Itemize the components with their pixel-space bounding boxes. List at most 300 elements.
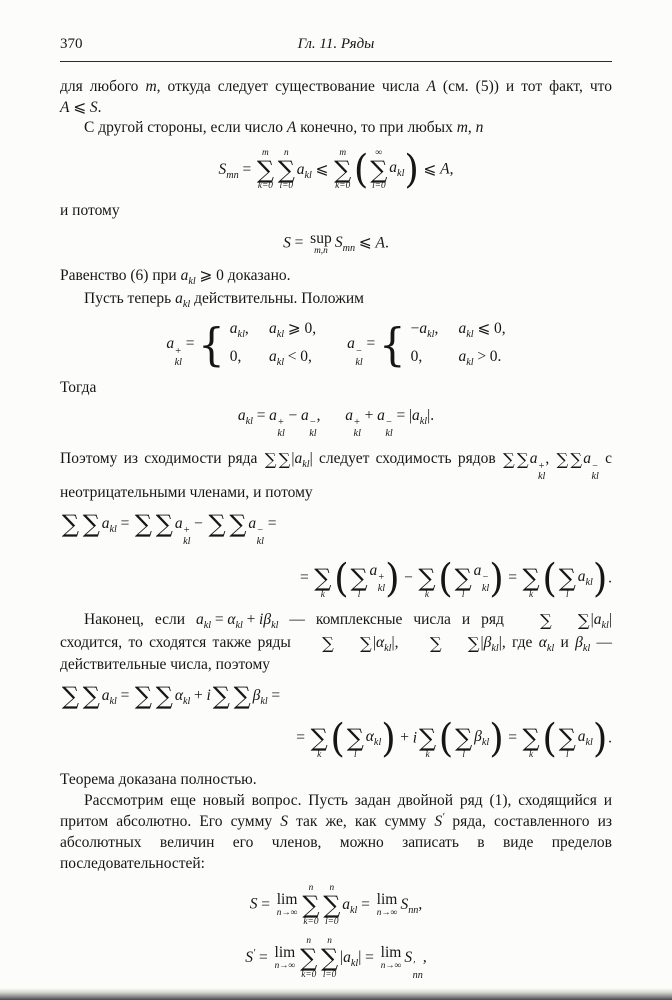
subscript: nn bbox=[412, 970, 423, 982]
subscript: kl bbox=[591, 471, 599, 483]
sigma-symbol: ∑ bbox=[82, 681, 100, 710]
math-var: $\beta_{kl}$ bbox=[575, 633, 591, 654]
math-var: $a_{kl}$ bbox=[389, 159, 405, 180]
math-var: $\alpha_{kl}$ bbox=[174, 686, 191, 707]
paragraph-nakonec: Наконец, если $a_{kl} = \alpha_{kl} + i\beta_{kl}$ — комплексные числа и ряд ∑ ∑ $|a_{kl}|$ сходится, то сходятся также ряды ∑ ∑ $|\alpha_{kl}|$, ∑ ∑ $|\beta_{kl}|$, где $\alpha_{kl}$ и $\beta_{kl}$ — действительные числа, поэтому bbox=[60, 610, 613, 674]
sup-sub-stack bbox=[257, 526, 264, 547]
sum-limit: l bbox=[461, 590, 465, 601]
sigma-symbol: ∑ bbox=[503, 450, 515, 470]
math-var: $a_{kl}$ bbox=[268, 320, 285, 341]
cases-cell: $a_{kl} > 0$. bbox=[458, 347, 502, 368]
math-var: S′ bbox=[245, 947, 256, 967]
math-var: $a_{kl}$ bbox=[577, 728, 593, 749]
math-var: $\alpha_{kl}$ bbox=[375, 633, 392, 654]
sum-operator bbox=[302, 883, 319, 927]
sigma-symbol: ∑ bbox=[570, 450, 583, 470]
sup-sub-stack bbox=[482, 573, 489, 594]
math-operator: = bbox=[296, 729, 306, 747]
subscript: kl bbox=[277, 428, 285, 440]
math-token: kl bbox=[276, 356, 285, 368]
math-operator: + bbox=[364, 406, 374, 424]
subscript: kl bbox=[183, 535, 191, 547]
paragraph-rassmotrim: Рассмотрим еще новый вопрос. Пусть задан двойной ряд (1), сходящийся и притом абсолютно. Его сумму S так же, как сумму S′ ряда, составленного из абсолютных величин его членов, можно записать в виде пределов последовательностей: bbox=[60, 791, 613, 872]
paragraph-i-potomu: и потому bbox=[60, 202, 120, 220]
math-var: a − kl bbox=[583, 449, 599, 483]
math-operator: > bbox=[477, 347, 487, 365]
math-operator: = bbox=[396, 406, 406, 424]
math-token: kl bbox=[466, 356, 474, 368]
math-var: $a_{kl}$ bbox=[229, 320, 245, 341]
math-token: kl bbox=[585, 737, 593, 749]
sigma-symbol: ∑ bbox=[233, 681, 251, 710]
math-symbol: | bbox=[427, 406, 431, 424]
sigma-symbol: ∑ bbox=[82, 509, 100, 538]
sum-limit: n bbox=[329, 883, 335, 894]
sum-operator bbox=[419, 717, 436, 761]
math-var: a − kl bbox=[347, 335, 363, 368]
formula-decomposition: $a_{kl} = a$ + kl − a − kl , a + kl + a − kl = $|a_{kl}|$. bbox=[237, 406, 435, 440]
sum-operator bbox=[516, 613, 552, 629]
paren-group bbox=[542, 714, 608, 762]
sigma-symbol: ∑ bbox=[323, 890, 341, 919]
math-var: a − kl bbox=[248, 514, 264, 547]
math-operator: = bbox=[256, 406, 266, 424]
math-symbol: 0 bbox=[494, 320, 502, 338]
math-operator: = bbox=[120, 686, 130, 704]
paren-group bbox=[334, 554, 400, 602]
sum-limit: k=0 bbox=[335, 181, 351, 192]
sigma-symbol: ∑ bbox=[577, 611, 590, 631]
paragraph-pust-teper: Пусть теперь $a_{kl}$ действительны. Положим bbox=[84, 289, 364, 310]
sum-limit: k bbox=[424, 590, 430, 601]
big-paren-icon: ) bbox=[592, 554, 608, 602]
operator-name: lim bbox=[380, 944, 402, 962]
math-var: a + kl bbox=[166, 335, 182, 368]
page-header bbox=[60, 36, 612, 57]
sum-operator bbox=[298, 633, 334, 653]
math-var: S bbox=[249, 895, 258, 913]
math-token: kl bbox=[304, 169, 312, 181]
sum-operator bbox=[212, 681, 230, 710]
big-paren-icon: ( bbox=[542, 554, 557, 602]
sup-sub-stack bbox=[378, 573, 385, 594]
math-var: a + kl bbox=[269, 406, 285, 440]
sum-operator bbox=[323, 883, 340, 927]
cases-cell: $a_{kl}$ ⩽ 0, bbox=[458, 320, 506, 341]
sum-operator bbox=[314, 557, 331, 601]
superscript: − bbox=[481, 572, 489, 584]
math-token: kl bbox=[302, 458, 310, 470]
math-var: S bbox=[283, 234, 291, 252]
operator-name: lim bbox=[376, 891, 398, 909]
sum-operator bbox=[406, 633, 442, 653]
sum-operator bbox=[503, 452, 515, 468]
cases-grid bbox=[230, 320, 316, 369]
sigma-symbol: ∑ bbox=[346, 724, 364, 753]
math-token: kl bbox=[350, 958, 359, 970]
sum-limit: n→∞ bbox=[274, 960, 296, 971]
sigma-symbol: ∑ bbox=[454, 564, 472, 593]
sum-limit: l=0 bbox=[322, 969, 337, 980]
big-paren-icon: ( bbox=[334, 554, 349, 602]
sum-operator bbox=[350, 557, 367, 601]
math-symbol: 0 bbox=[304, 320, 313, 338]
math-symbol: | bbox=[291, 449, 295, 467]
math-symbol: | bbox=[309, 449, 313, 467]
sum-operator bbox=[523, 717, 540, 761]
math-var: A bbox=[375, 234, 385, 252]
sigma-symbol: ∑ bbox=[155, 681, 173, 710]
paren-group bbox=[353, 145, 419, 193]
math-var: $a_{kl}$ bbox=[412, 406, 428, 427]
math-operator: ⩾ bbox=[199, 266, 213, 284]
math-var: a + kl bbox=[174, 514, 191, 547]
math-var: S′ bbox=[434, 812, 445, 831]
math-token: ′ bbox=[252, 947, 256, 959]
superscript: − bbox=[591, 460, 599, 472]
math-token: kl bbox=[384, 642, 392, 654]
cases-cell: $a_{kl}$, bbox=[229, 320, 249, 341]
subscript: kl bbox=[385, 428, 393, 440]
sum-operator bbox=[277, 892, 298, 918]
math-symbol: | bbox=[590, 610, 594, 628]
subscript: kl bbox=[174, 356, 182, 368]
sup-sub-stack bbox=[385, 418, 392, 439]
math-token: kl bbox=[271, 619, 279, 631]
sum-operator bbox=[275, 945, 296, 971]
math-symbol: 0 bbox=[410, 347, 419, 365]
sum-operator bbox=[61, 681, 80, 710]
sup-sub-stack bbox=[277, 418, 284, 439]
superscript: − bbox=[256, 525, 264, 537]
math-var: A bbox=[440, 160, 450, 178]
paragraph-continuation: для любого m, откуда следует существование числа A (см. (5)) и тот факт, что A ⩽ S. bbox=[60, 78, 612, 116]
math-var: $a_{kl}$ bbox=[419, 320, 435, 341]
big-paren-icon: ) bbox=[489, 714, 504, 762]
sum-operator bbox=[455, 717, 472, 761]
math-token: kl bbox=[182, 298, 191, 310]
sigma-symbol: ∑ bbox=[155, 509, 173, 538]
math-operator: = bbox=[261, 895, 270, 913]
big-paren-icon: ( bbox=[438, 554, 453, 602]
math-symbol: | bbox=[608, 610, 612, 628]
sum-operator bbox=[82, 681, 100, 710]
sum-operator bbox=[134, 681, 153, 710]
math-symbol: − bbox=[410, 320, 420, 338]
sum-operator bbox=[278, 148, 295, 192]
math-var: A bbox=[60, 98, 70, 116]
math-var: $a_{kl}$ bbox=[180, 266, 196, 287]
math-var: $S_{mn}$ bbox=[218, 160, 239, 181]
sum-operator bbox=[82, 509, 100, 538]
math-symbol: | bbox=[480, 633, 484, 651]
sup-sub-stack bbox=[413, 961, 423, 982]
math-operator: ⩽ bbox=[423, 160, 437, 178]
math-token: kl bbox=[109, 523, 117, 535]
sum-operator bbox=[229, 509, 247, 538]
sup-sub-stack bbox=[538, 462, 545, 483]
math-token: kl bbox=[350, 904, 358, 916]
math-var: $a_{kl}$ bbox=[458, 320, 474, 341]
math-token: mn bbox=[342, 243, 356, 255]
math-symbol: | bbox=[408, 406, 413, 424]
sum-limit: l=0 bbox=[279, 181, 294, 192]
superscript: + bbox=[377, 572, 385, 584]
sigma-symbol: ∑ bbox=[302, 890, 320, 919]
formula-sup-bound: S = sup m,n $S_{mn}$ ⩽ A. bbox=[283, 229, 389, 257]
sigma-symbol: ∑ bbox=[467, 633, 480, 653]
math-var: $\alpha_{kl}$ bbox=[365, 728, 382, 749]
math-token: kl bbox=[601, 619, 609, 631]
math-operator: − bbox=[404, 569, 413, 587]
big-paren-icon: ) bbox=[404, 145, 419, 193]
sigma-symbol: ∑ bbox=[418, 564, 436, 593]
sigma-symbol: ∑ bbox=[321, 944, 339, 973]
math-var: $a_{kl}$ bbox=[577, 568, 593, 589]
subscript: kl bbox=[481, 583, 490, 595]
sigma-symbol: ∑ bbox=[522, 564, 540, 593]
cases-group bbox=[378, 317, 506, 371]
sum-operator bbox=[418, 557, 435, 601]
sum-operator bbox=[279, 452, 291, 468]
sum-limit: l bbox=[462, 750, 465, 761]
sum-operator bbox=[300, 936, 317, 980]
math-token: ′ bbox=[442, 812, 445, 824]
sigma-symbol: ∑ bbox=[212, 681, 230, 710]
math-var: $\beta_{kl}$ bbox=[474, 728, 490, 749]
math-operator: = bbox=[508, 569, 517, 587]
sigma-symbol: ∑ bbox=[522, 724, 540, 753]
sum-operator bbox=[321, 936, 338, 980]
math-token: kl bbox=[237, 329, 245, 341]
math-token: kl bbox=[491, 642, 499, 654]
sum-operator bbox=[554, 613, 590, 629]
superscript: ′ bbox=[412, 959, 415, 971]
sum-limit: n bbox=[308, 883, 314, 894]
paragraph-teorema: Теорема доказана полностью. bbox=[60, 770, 257, 788]
sum-limit: k=0 bbox=[303, 916, 319, 927]
math-var: $a_{kl}$ bbox=[342, 895, 358, 916]
big-paren-icon: ( bbox=[438, 714, 454, 762]
math-operator: + bbox=[246, 610, 256, 628]
math-var: a − kl bbox=[473, 561, 490, 595]
sum-limit: l bbox=[357, 590, 361, 601]
math-symbol: | bbox=[358, 949, 362, 967]
math-var: $i\beta_{kl}$ bbox=[259, 610, 279, 631]
superscript: − bbox=[355, 345, 363, 357]
paragraph-ravenstvo: Равенство (6) при $a_{kl}$ ⩾ 0 доказано. bbox=[60, 266, 291, 287]
sum-operator bbox=[517, 452, 529, 468]
sigma-symbol: ∑ bbox=[558, 724, 576, 753]
cases-cell: $a_{kl} < 0$, bbox=[268, 347, 312, 368]
cases-grid bbox=[411, 320, 506, 369]
sup-sub-stack bbox=[183, 526, 190, 547]
sum-limit: n→∞ bbox=[376, 907, 398, 918]
math-var: a − kl bbox=[300, 406, 317, 440]
math-var: $a_{kl}$ bbox=[593, 610, 609, 631]
math-operator: = bbox=[242, 160, 252, 178]
sum-limit: m,n bbox=[314, 246, 328, 257]
math-operator: = bbox=[508, 729, 517, 747]
sum-operator bbox=[334, 148, 351, 192]
sum-limit: k bbox=[425, 750, 430, 761]
math-symbol: 0 bbox=[229, 347, 238, 365]
operator-name: lim bbox=[276, 891, 298, 909]
math-symbol: | bbox=[391, 633, 395, 651]
math-var: $a_{kl}$ bbox=[268, 347, 285, 368]
cases-cell: $-a_{kl}$, bbox=[410, 320, 439, 341]
formula-piecewise-definition bbox=[60, 317, 612, 371]
sigma-symbol: ∑ bbox=[370, 155, 388, 184]
formula-real-split-line2: = ∑ k ( ∑ l a + kl ) − ∑ k ( ∑ l a − kl ) = ∑ k ( ∑ l $a_{kl}$ ) . bbox=[299, 554, 612, 602]
sum-limit: k=0 bbox=[301, 969, 317, 980]
math-var: n bbox=[475, 119, 484, 137]
big-paren-icon: ) bbox=[489, 554, 504, 602]
superscript: − bbox=[385, 417, 393, 429]
sum-operator bbox=[370, 148, 387, 192]
subscript: kl bbox=[355, 356, 363, 368]
sum-operator bbox=[310, 231, 332, 257]
math-var: a − kl bbox=[377, 406, 393, 440]
math-operator: ⩾ bbox=[287, 320, 301, 338]
math-token: mn bbox=[226, 169, 239, 181]
math-var: $a_{kl}$ bbox=[296, 160, 312, 181]
formula-real-split-line1 bbox=[60, 509, 612, 548]
subscript: kl bbox=[353, 428, 361, 440]
sum-operator bbox=[208, 509, 226, 538]
math-token: kl bbox=[276, 329, 285, 341]
big-paren-icon: ) bbox=[381, 714, 396, 762]
math-token: kl bbox=[109, 695, 117, 707]
sigma-symbol: ∑ bbox=[278, 450, 291, 470]
big-paren-icon: ) bbox=[385, 554, 400, 602]
sigma-symbol: ∑ bbox=[134, 509, 153, 538]
math-var: $\beta_{kl}$ bbox=[483, 633, 499, 654]
math-var: $a_{kl}$ bbox=[343, 949, 359, 970]
paren-group bbox=[438, 714, 504, 762]
sum-operator bbox=[61, 509, 80, 538]
math-var: a + kl bbox=[345, 406, 361, 440]
math-var: S ′ nn bbox=[404, 949, 423, 982]
sum-limit: n→∞ bbox=[276, 907, 298, 918]
math-operator: = bbox=[366, 335, 376, 353]
math-token: kl bbox=[245, 415, 253, 427]
math-token: kl bbox=[188, 275, 196, 287]
math-symbol: 0 bbox=[300, 347, 308, 365]
math-var: $a_{kl}$ bbox=[101, 686, 117, 707]
math-var: i bbox=[412, 729, 418, 747]
math-operator: = bbox=[267, 514, 277, 532]
sum-operator bbox=[523, 557, 540, 601]
sum-limit: l bbox=[565, 590, 569, 601]
superscript: + bbox=[277, 417, 285, 429]
formula-limit-s-prime: S′ = lim n→∞ n ∑ k=0 n ∑ l=0 $|a_{kl}|$ = lim n→∞ S ′ nn , bbox=[245, 936, 427, 982]
page-number: 370 bbox=[60, 36, 83, 52]
paren-group bbox=[330, 714, 396, 762]
running-title: Гл. 11. Ряды bbox=[297, 36, 375, 52]
math-var: a + kl bbox=[529, 449, 546, 483]
math-operator: = bbox=[120, 514, 130, 532]
sigma-symbol: ∑ bbox=[314, 564, 332, 593]
math-token: kl bbox=[427, 329, 435, 341]
sum-operator bbox=[336, 633, 372, 653]
sigma-symbol: ∑ bbox=[360, 633, 372, 653]
operator-name: sup bbox=[310, 229, 332, 247]
cases-cell: 0, bbox=[229, 347, 242, 365]
math-token: kl bbox=[260, 695, 268, 707]
math-token: kl bbox=[481, 737, 490, 749]
math-var: A bbox=[286, 119, 297, 137]
big-paren-icon: ( bbox=[542, 714, 557, 762]
sum-operator bbox=[347, 717, 364, 761]
sigma-symbol: ∑ bbox=[208, 509, 226, 538]
sigma-symbol: ∑ bbox=[418, 724, 437, 753]
math-token: kl bbox=[546, 642, 555, 654]
math-var: $a_{kl}$ bbox=[101, 514, 117, 535]
math-operator: ⩽ bbox=[73, 98, 87, 116]
math-var: $a_{kl}$ bbox=[237, 406, 253, 427]
sum-limit: k bbox=[529, 590, 534, 601]
sum-operator bbox=[377, 892, 398, 918]
operator-name: lim bbox=[274, 944, 296, 962]
sigma-symbol: ∑ bbox=[61, 509, 80, 538]
math-var: m bbox=[456, 119, 468, 137]
math-operator: − bbox=[288, 406, 298, 424]
sigma-symbol: ∑ bbox=[310, 724, 328, 753]
formula-smn-bound: $S_{mn}$ = m ∑ k=0 n ∑ l=0 $a_{kl}$ ⩽ m ∑ k=0 ( ∞ ∑ l=0 $a_{kl}$ ) ⩽ A, bbox=[218, 145, 454, 193]
math-var: A bbox=[426, 78, 436, 95]
sum-operator bbox=[233, 681, 251, 710]
sigma-symbol: ∑ bbox=[229, 509, 247, 538]
sigma-symbol: ∑ bbox=[539, 611, 552, 631]
sum-limit: k=0 bbox=[257, 181, 273, 192]
math-symbol: | bbox=[498, 633, 502, 651]
superscript: + bbox=[537, 460, 545, 472]
math-var: $\alpha_{kl}$ bbox=[227, 610, 243, 631]
sum-operator bbox=[257, 148, 274, 192]
formula-limit-s: S = lim n→∞ n ∑ k=0 n ∑ l=0 $a_{kl}$ = lim n→∞ $S_{nn}$, bbox=[249, 883, 423, 927]
math-var: $a_{kl}$ bbox=[196, 610, 212, 631]
superscript: − bbox=[309, 417, 317, 429]
sup-sub-stack bbox=[309, 418, 316, 439]
math-token: kl bbox=[235, 619, 243, 631]
sum-operator bbox=[570, 452, 582, 468]
sup-sub-stack bbox=[591, 462, 598, 483]
sup-sub-stack bbox=[355, 347, 362, 368]
math-operator: = bbox=[294, 234, 304, 252]
cases-group bbox=[198, 317, 317, 371]
sum-limit: n→∞ bbox=[380, 960, 402, 971]
subscript: kl bbox=[309, 428, 317, 440]
sum-operator bbox=[559, 557, 576, 601]
formula-complex-split-line1 bbox=[60, 681, 612, 710]
paragraph-other-side: С другой стороны, если число A конечно, то при любых m, n bbox=[84, 119, 484, 137]
sigma-symbol: ∑ bbox=[516, 450, 529, 470]
sigma-symbol: ∑ bbox=[61, 681, 80, 710]
math-var: a + kl bbox=[369, 561, 386, 595]
math-token: kl bbox=[203, 619, 212, 631]
sum-operator bbox=[444, 633, 480, 653]
math-operator: ⩽ bbox=[358, 234, 372, 252]
cases-cell: $a_{kl}$ ⩾ 0, bbox=[268, 320, 317, 341]
cases-cell: 0, bbox=[410, 347, 423, 365]
sigma-symbol: ∑ bbox=[455, 724, 473, 753]
big-paren-icon: ( bbox=[330, 714, 345, 762]
math-operator: + bbox=[400, 729, 410, 747]
math-operator: = bbox=[365, 949, 374, 967]
math-var: $a_{kl}$ bbox=[294, 449, 310, 470]
header-rule bbox=[60, 61, 612, 62]
